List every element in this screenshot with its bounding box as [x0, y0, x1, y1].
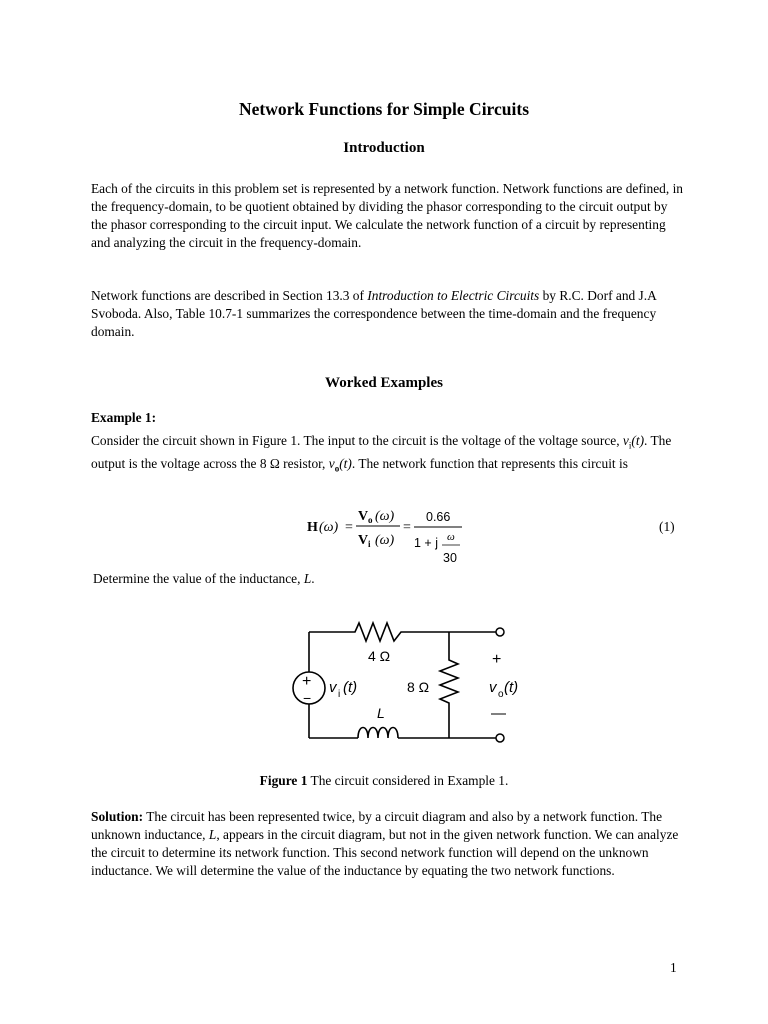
output-minus-sign: — — [491, 705, 506, 722]
top-wire-4ohm-resistor — [309, 623, 496, 641]
vo-subscript: o — [334, 463, 340, 474]
worked-examples-heading: Worked Examples — [325, 375, 443, 391]
inductor-coil — [358, 728, 398, 739]
eq-num-arg: (ω) — [375, 509, 395, 524]
vo-label-t: (t) — [504, 679, 519, 696]
vo-symbol: v — [328, 455, 335, 471]
text-run: (t) — [631, 433, 645, 448]
text-run: . — [311, 571, 315, 586]
eq-equals-2: = — [403, 520, 411, 535]
page-number: 1 — [670, 960, 677, 975]
eq-den-V: V — [358, 533, 369, 548]
source-plus-sign: + — [302, 673, 312, 690]
example-1-label: Example 1: — [91, 410, 157, 425]
eq-den-sub: i — [368, 539, 371, 549]
output-terminal-top — [496, 628, 504, 636]
vi-label-sub: i — [338, 689, 341, 700]
output-terminal-bottom — [496, 734, 504, 742]
eq-rhs-30: 30 — [443, 551, 457, 565]
text-run: Determine the value of the inductance, — [93, 571, 304, 586]
text-run: The circuit has been represented twice, by a circuit diagram and also by a network function. The unknown inductance, — [91, 809, 663, 842]
determine-sentence — [93, 570, 689, 588]
solution-paragraph — [91, 808, 687, 880]
eq-num-sub: o — [368, 515, 373, 525]
vi-label-t: (t) — [343, 679, 358, 696]
caption-label: Figure 1 — [259, 773, 308, 788]
vi-subscript: i — [628, 440, 632, 451]
intro-paragraph-2 — [91, 287, 687, 341]
eq-rhs-numerator: 0.66 — [426, 510, 451, 524]
vi-symbol: v — [622, 433, 629, 448]
text-run: , appears in the circuit diagram, but not in the given network function. We can analyze the circuit to determine its network function. This second network function will depend on the unknown inductance. We will determine the value of the inductance by equating the two network functions. — [91, 827, 679, 878]
text-run: Network functions are described in Section 13.3 of — [91, 288, 368, 303]
eq-H: H — [307, 520, 318, 535]
intro-paragraph-1: Each of the circuits in this problem set is represented by a network function. Network functions are defined, in the frequency-domain, to be quotient obtained by dividing the phasor corresponding to the circuit output by the phasor corresponding to the circuit input. We calculate the network function of a circuit by representing and analyzing the circuit in the frequency-domain. — [91, 181, 683, 250]
vo-label: v — [489, 679, 497, 696]
text-run: . The network function that represents this circuit is — [351, 455, 628, 471]
L-symbol: L — [208, 827, 217, 842]
text-run: (t) — [339, 455, 352, 471]
inductor-label: L — [377, 705, 385, 721]
source-minus-sign: − — [303, 690, 312, 706]
solution-label: Solution: — [91, 809, 144, 824]
eq-equals-1: = — [345, 520, 353, 535]
figure-caption — [0, 772, 768, 790]
vo-label-sub: o — [498, 689, 504, 700]
eq-num-V: V — [358, 509, 369, 524]
8ohm-resistor — [440, 632, 458, 738]
output-plus-sign: + — [492, 651, 502, 668]
eq-rhs-omega: ω — [447, 531, 455, 543]
network-function-equation — [290, 500, 690, 570]
eq-den-arg: (ω) — [375, 533, 395, 548]
book-title: Introduction to Electric Circuits — [367, 288, 540, 303]
text-run: by R.C. Dorf and J.A Svoboda. Also, Table 10.7-1 summarizes the correspondence between the time-domain and the frequency domain. — [91, 288, 657, 339]
page-title: Network Functions for Simple Circuits — [238, 99, 530, 119]
introduction-heading: Introduction — [343, 140, 425, 156]
circuit-diagram — [280, 610, 520, 750]
resistor-8ohm-label: 8 Ω — [407, 679, 430, 695]
vi-label: v — [329, 679, 337, 696]
text-run: Consider the circuit shown in Figure 1. The input to the circuit is the voltage of the voltage source, — [91, 433, 623, 448]
resistor-4ohm-label: 4 Ω — [368, 648, 391, 664]
caption-text: The circuit considered in Example 1. — [307, 773, 509, 788]
eq-rhs-den-a: 1 + j — [414, 536, 438, 550]
example-1-paragraph — [91, 432, 687, 477]
text-run: . The output is the voltage across the 8 Ω resistor, — [91, 433, 672, 471]
equation-number: (1) — [659, 519, 675, 534]
eq-lhs-arg: (ω) — [319, 520, 339, 535]
L-symbol: L — [303, 571, 312, 586]
